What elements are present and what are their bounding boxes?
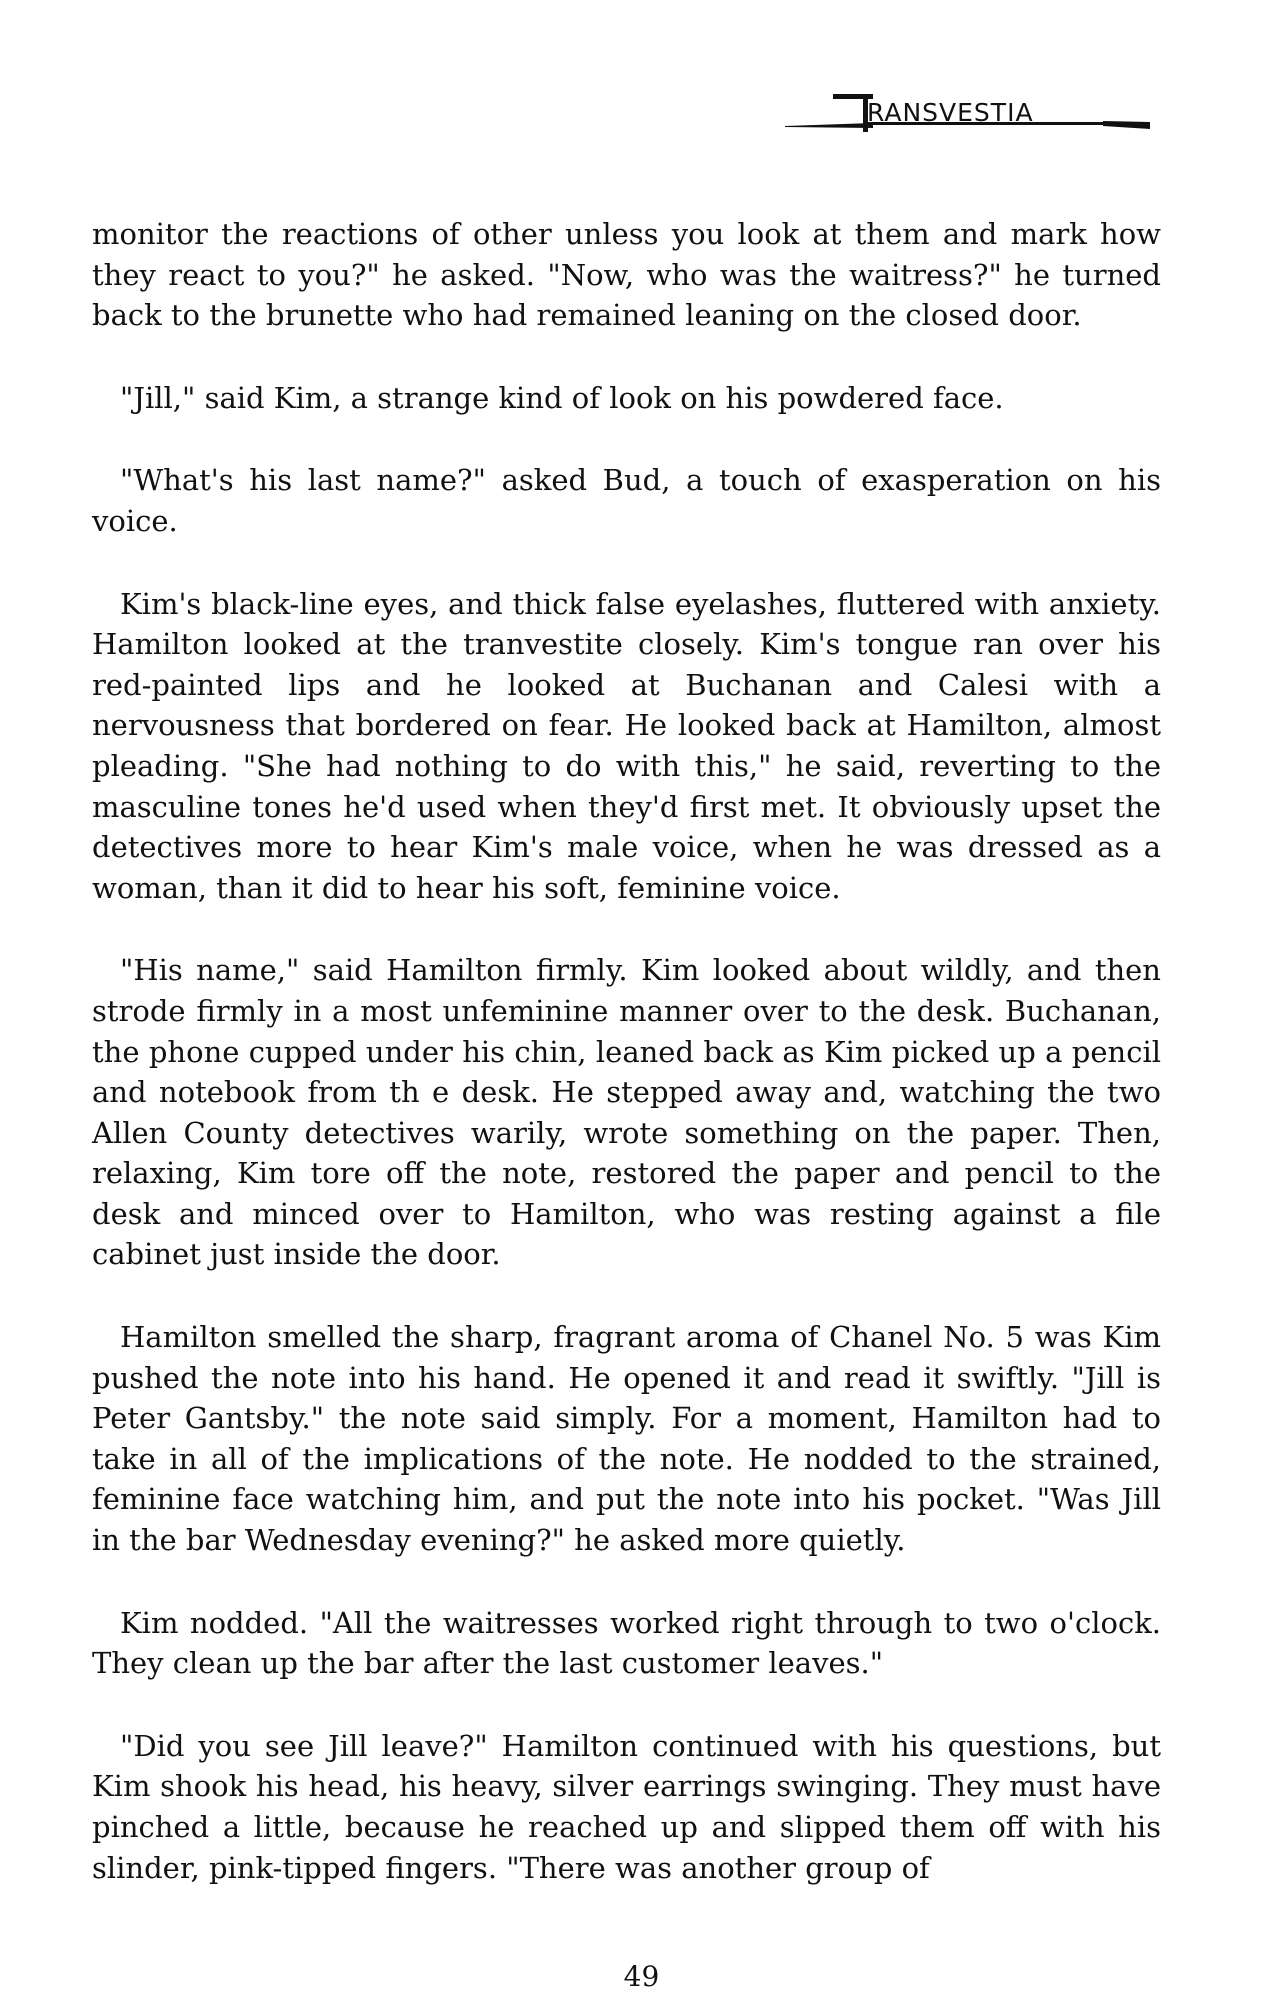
masthead	[785, 92, 1150, 152]
paragraph: "Jill," said Kim, a strange kind of look on his powdered face.	[120, 380, 1004, 415]
paragraph: Hamilton smelled the sharp, fragrant aroma of Chanel No. 5 was Kim pushed the note into his hand. He opened it and read it swiftly. "Jill is Peter Gantsby." the note said simply. For a moment, Hamilton had to take in all of the implications of the note. He nodded to the strained, feminine face watching him, and put the note into his pocket. "Was Jill in the bar Wednesday evening?" he asked more quietly.	[92, 1320, 1161, 1558]
masthead-title: RANSVESTIA	[867, 98, 1034, 127]
paragraph: monitor the reactions of other unless you look at them and mark how they react to you?" he asked. "Now, who was the waitress?" he turned back to the brunette who had remained leaning on the closed door.	[92, 217, 1161, 333]
paragraph: "Did you see Jill leave?" Hamilton continued with his questions, but Kim shook his head, his heavy, silver earrings swinging. They must have pinched a little, because he reached up and slipped them off with his slinder, pink-tipped fingers. "There was another group of	[92, 1728, 1161, 1885]
paragraph: "His name," said Hamilton firmly. Kim looked about wildly, and then strode firmly in a most unfeminine manner over to the desk. Buchanan, the phone cupped under his chin, leaned back as Kim picked up a pencil and notebook from th e desk. He stepped away and, watching the two Allen County detectives warily, wrote something on the paper. Then, relaxing, Kim tore off the note, restored the paper and pencil to the desk and minced over to Hamilton, who was resting against a file cabinet just inside the door.	[92, 953, 1161, 1272]
paragraph: Kim nodded. "All the waitresses worked right through to two o'clock. They clean up the bar after the last customer leaves."	[92, 1605, 1161, 1681]
paragraph: "What's his last name?" asked Bud, a touch of exasperation on his voice.	[92, 463, 1161, 538]
page-number: 49	[623, 1960, 660, 1993]
body-text	[92, 214, 1161, 1930]
paragraph: Kim's black-line eyes, and thick false eyelashes, fluttered with anxiety. Hamilton looked at the tranvestite closely. Kim's tongue ran over his red-painted lips and he looked at Buchanan and Calesi with a nervousness that bordered on fear. He looked back at Hamilton, almost pleading. "She had nothing to do with this," he said, reverting to the masculine tones he'd used when they'd first met. It obviously upset the detectives more to hear Kim's male voice, when he was dressed as a woman, than it did to hear his soft, feminine voice.	[92, 586, 1161, 905]
